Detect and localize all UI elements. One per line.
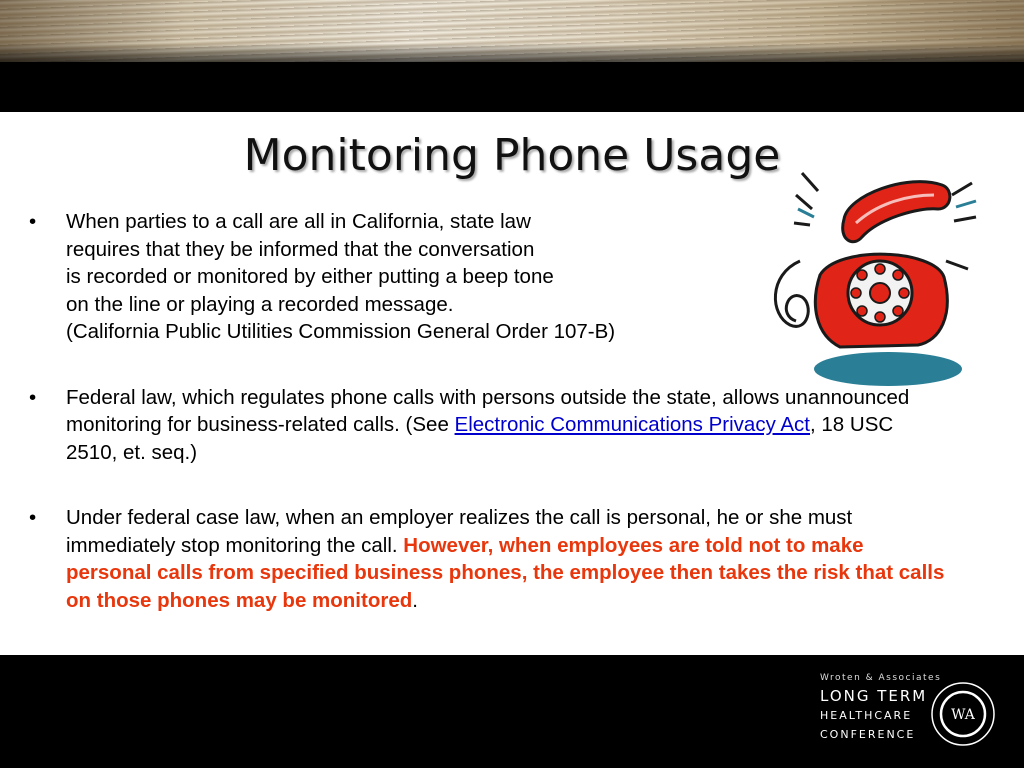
brand-line: HEALTHCARE bbox=[820, 709, 913, 722]
highlight-text: However, when employees are told not to make personal calls from specified business phones, the employee then takes the risk that calls on those phones may be monitored bbox=[66, 533, 945, 612]
red-rotary-telephone-icon bbox=[758, 165, 988, 393]
bullet-line: (California Public Utilities Commission General Order 107-B) bbox=[66, 320, 616, 343]
bullet-line: requires that they be informed that the conversation bbox=[66, 237, 535, 261]
header-texture bbox=[0, 0, 1024, 62]
slide-title: Monitoring Phone Usage bbox=[243, 130, 781, 181]
conference-brand bbox=[820, 673, 941, 744]
brand-subtitle: Wroten & Associates bbox=[820, 673, 942, 683]
phone-shadow bbox=[814, 352, 962, 386]
brand-line: CONFERENCE bbox=[820, 728, 916, 741]
bullet-text: Under federal case law, when an employer realizes the call is personal, he or she must immediately stop monitoring the call. bbox=[66, 506, 853, 557]
bullet-text: , 18 USC 2510, et. seq.) bbox=[66, 413, 894, 464]
bullet-dot: • bbox=[29, 210, 37, 233]
bullet-line: When parties to a call are all in California, state law bbox=[66, 210, 531, 233]
brand-line: LONG TERM bbox=[820, 687, 928, 705]
bullet-item bbox=[26, 384, 946, 467]
bullet-dot: • bbox=[29, 506, 37, 529]
bullet-text: Federal law, which regulates phone calls with persons outside the state, allows unannounced monitoring for business-related calls. (See bbox=[66, 385, 910, 436]
bullet-item bbox=[26, 208, 786, 346]
bullet-line: is recorded or monitored by either putting a beep tone bbox=[66, 265, 554, 288]
phone-handset bbox=[843, 182, 950, 242]
ecpa-link[interactable]: Electronic Communications Privacy Act bbox=[454, 413, 811, 436]
wa-seal-logo bbox=[930, 681, 996, 747]
phone-cord bbox=[775, 261, 808, 326]
footer-band bbox=[0, 655, 1024, 768]
seal-initials: WA bbox=[951, 707, 975, 723]
bullet-item bbox=[26, 504, 946, 614]
bullet-text: . bbox=[412, 588, 418, 612]
bullet-dot: • bbox=[29, 385, 37, 409]
bullet-line: on the line or playing a recorded message. bbox=[66, 292, 454, 316]
header-band bbox=[0, 0, 1024, 112]
